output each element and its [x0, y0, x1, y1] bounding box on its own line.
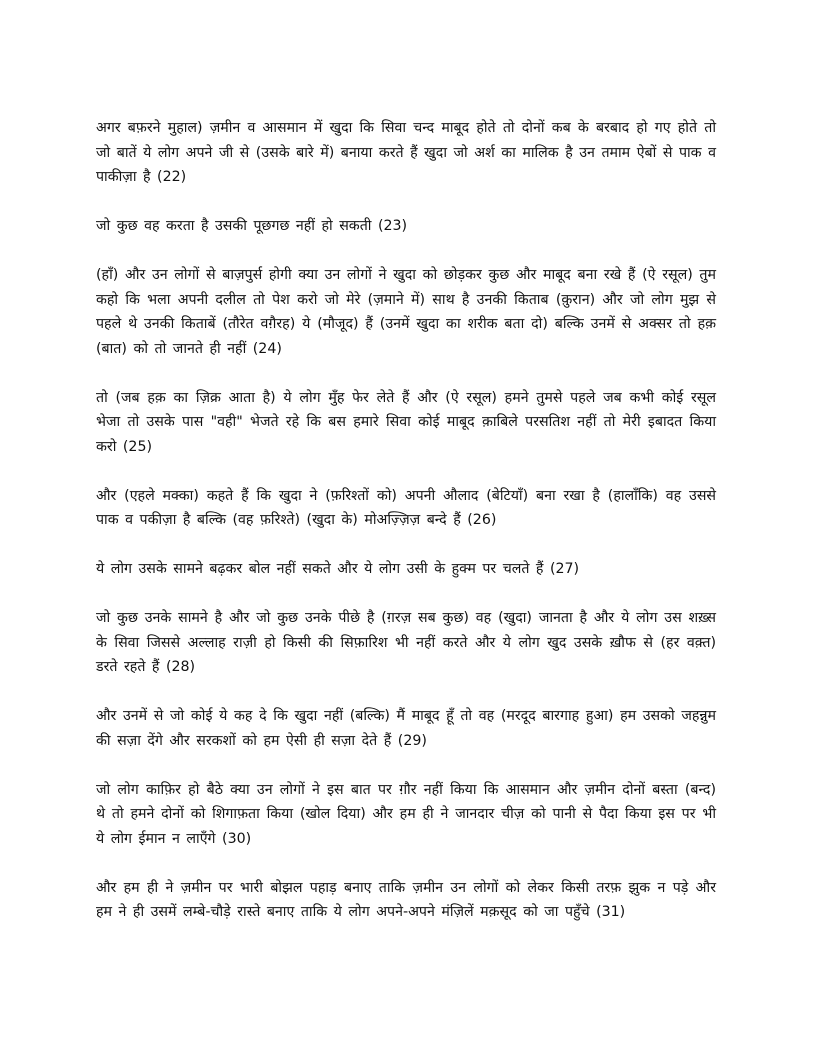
- verse-23: जो कुछ वह करता है उसकी पूछगछ नहीं हो सकती (23): [96, 218, 408, 234]
- verse-22: अगर बफ़रने मुहाल) ज़मीन व आसमान में खुदा कि सिवा चन्द माबूद होते तो दोनों कब के बरबाद हो गए होते तो जो बातें ये लोग अपने जी से (उसके बारे में) बनाया करते हैं खुदा जो अर्श का मालिक है उन तमाम ऐबों से पाक व पाकीज़ा है (22): [96, 120, 716, 185]
- verse-24: (हाँ) और उन लोगों से बाज़पुर्स होगी क्या उन लोगों ने खुदा को छोड़कर कुछ और माबूद बना रखे हैं (ऐ रसूल) तुम कहो कि भला अपनी दलील तो पेश करो जो मेरे (ज़माने में) साथ है उनकी किताब (क़ुरान) और जो लोग मुझ से पहले थे उनकी किताबें (तौरेत वग़ैरह) ये (मौजूद) हैं (उनमें खुदा का शरीक बता दो) बल्कि उनमें से अक्सर तो हक़ (बात) को तो जानते ही नहीं (24): [96, 267, 716, 357]
- verse-29: और उनमें से जो कोई ये कह दे कि खुदा नहीं (बल्कि) मैं माबूद हूँ तो वह (मरदूद बारगाह हुआ) हम उसको जहन्नुम की सज़ा देंगे और सरकशों को हम ऐसी ही सज़ा देते हैं (29): [96, 708, 716, 749]
- document-page: [96, 116, 716, 949]
- verse-25: तो (जब हक़ का ज़िक्र आता है) ये लोग मुँह फेर लेते हैं और (ऐ रसूल) हमने तुमसे पहले जब कभी कोई रसूल भेजा तो उसके पास "वही" भेजते रहे कि बस हमारे सिवा कोई माबूद क़ाबिले परसतिश नहीं तो मेरी इबादत किया करो (25): [96, 389, 716, 455]
- verse-28: जो कुछ उनके सामने है और जो कुछ उनके पीछे है (ग़रज़ सब कुछ) वह (खुदा) जानता है और ये लोग उस शख़्स के सिवा जिससे अल्लाह राज़ी हो किसी की सिफ़ारिश भी नहीं करते और ये लोग खुद उसके ख़ौफ से (हर वक़्त) डरते रहते हैं (28): [96, 610, 716, 675]
- verse-31: और हम ही ने ज़मीन पर भारी बोझल पहाड़ बनाए ताकि ज़मीन उन लोगों को लेकर किसी तरफ़ झुक न पड़े और हम ने ही उसमें लम्बे-चौड़े रास्ते बनाए ताकि ये लोग अपने-अपने मंज़िलें मक़सूद को जा पहुँचे (31): [96, 879, 716, 920]
- verse-27: ये लोग उसके सामने बढ़कर बोल नहीं सकते और ये लोग उसी के हुक्म पर चलते हैं (27): [96, 561, 580, 577]
- verse-26: और (एहले मक्का) कहते हैं कि खुदा ने (फ़रिश्तों को) अपनी औलाद (बेटियाँ) बना रखा है (हालाँकि) वह उससे पाक व पकीज़ा है बल्कि (वह फ़रिश्ते) (खुदा के) मोअज़्ज़िज़ बन्दे हैं (26): [96, 487, 716, 528]
- verse-30: जो लोग काफ़िर हो बैठे क्या उन लोगों ने इस बात पर ग़ौर नहीं किया कि आसमान और ज़मीन दोनों बस्ता (बन्द) थे तो हमने दोनों को शिगाफ़ता किया (खोल दिया) और हम ही ने जानदार चीज़ को पानी से पैदा किया इस पर भी ये लोग ईमान न लाएँगे (30): [96, 781, 716, 847]
